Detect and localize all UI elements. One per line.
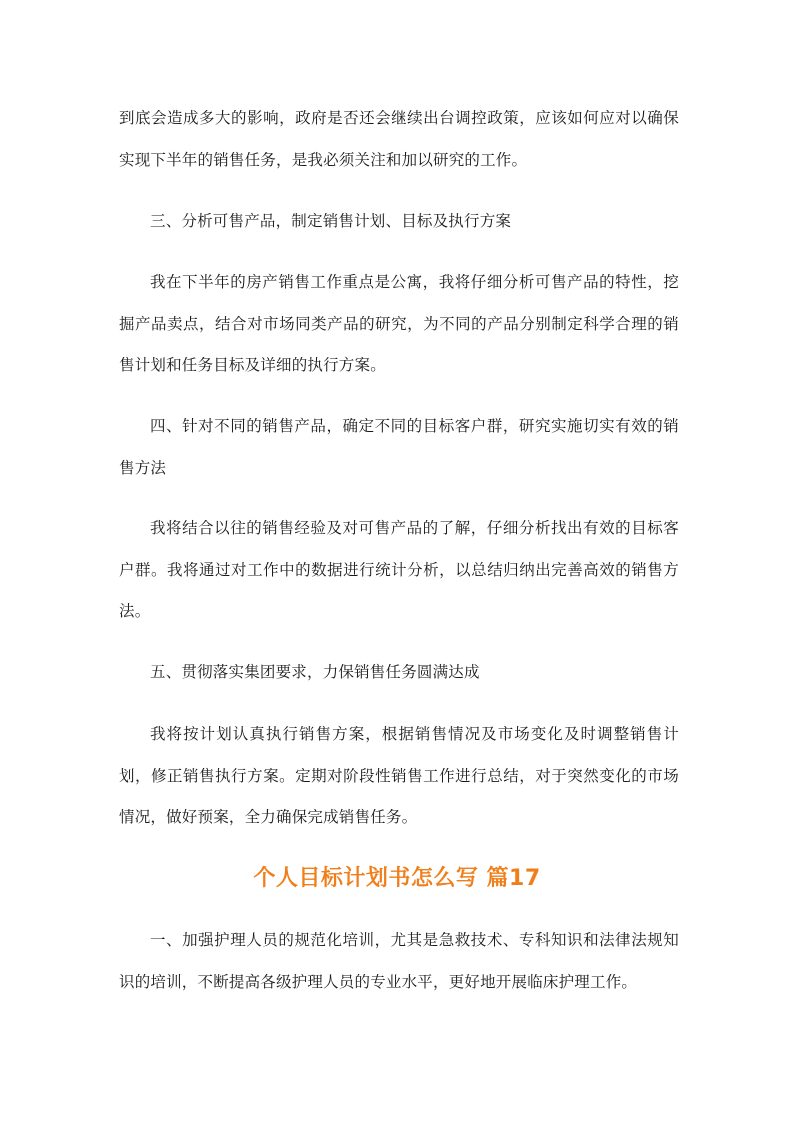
- paragraph-execution: 我将按计划认真执行销售方案，根据销售情况及市场变化及时调整销售计划，修正销售执行方案。定期对阶段性销售工作进行总结，对于突然变化的市场情况，做好预案，全力确保完成销售任务。: [119, 725, 679, 826]
- paragraph-target-customers: 我将结合以往的销售经验及对可售产品的了解，仔细分析找出有效的目标客户群。我将通过对工作中的数据进行统计分析，以总结归纳出完善高效的销售方法。: [119, 519, 679, 620]
- heading-three: 三、分析可售产品，制定销售计划、目标及执行方案: [150, 212, 512, 230]
- paragraph-nursing-training: 一、加强护理人员的规范化培训，尤其是急救技术、专科知识和法律法规知识的培训，不断提高各级护理人员的专业水平，更好地开展临床护理工作。: [119, 931, 679, 991]
- paragraph-product-analysis: 我在下半年的房产销售工作重点是公寓，我将仔细分析可售产品的特性，挖掘产品卖点，结合对市场同类产品的研究，为不同的产品分别制定科学合理的销售计划和任务目标及详细的执行方案。: [119, 273, 679, 374]
- section-title: 个人目标计划书怎么写 篇17: [253, 866, 541, 891]
- paragraph-continuation: 到底会造成多大的影响，政府是否还会继续出台调控政策，应该如何应对以确保实现下半年的销售任务，是我必须关注和加以研究的工作。: [119, 109, 679, 169]
- heading-five: 五、贯彻落实集团要求，力保销售任务圆满达成: [150, 663, 480, 681]
- heading-four: 四、针对不同的销售产品，确定不同的目标客户群，研究实施切实有效的销售方法: [119, 417, 679, 477]
